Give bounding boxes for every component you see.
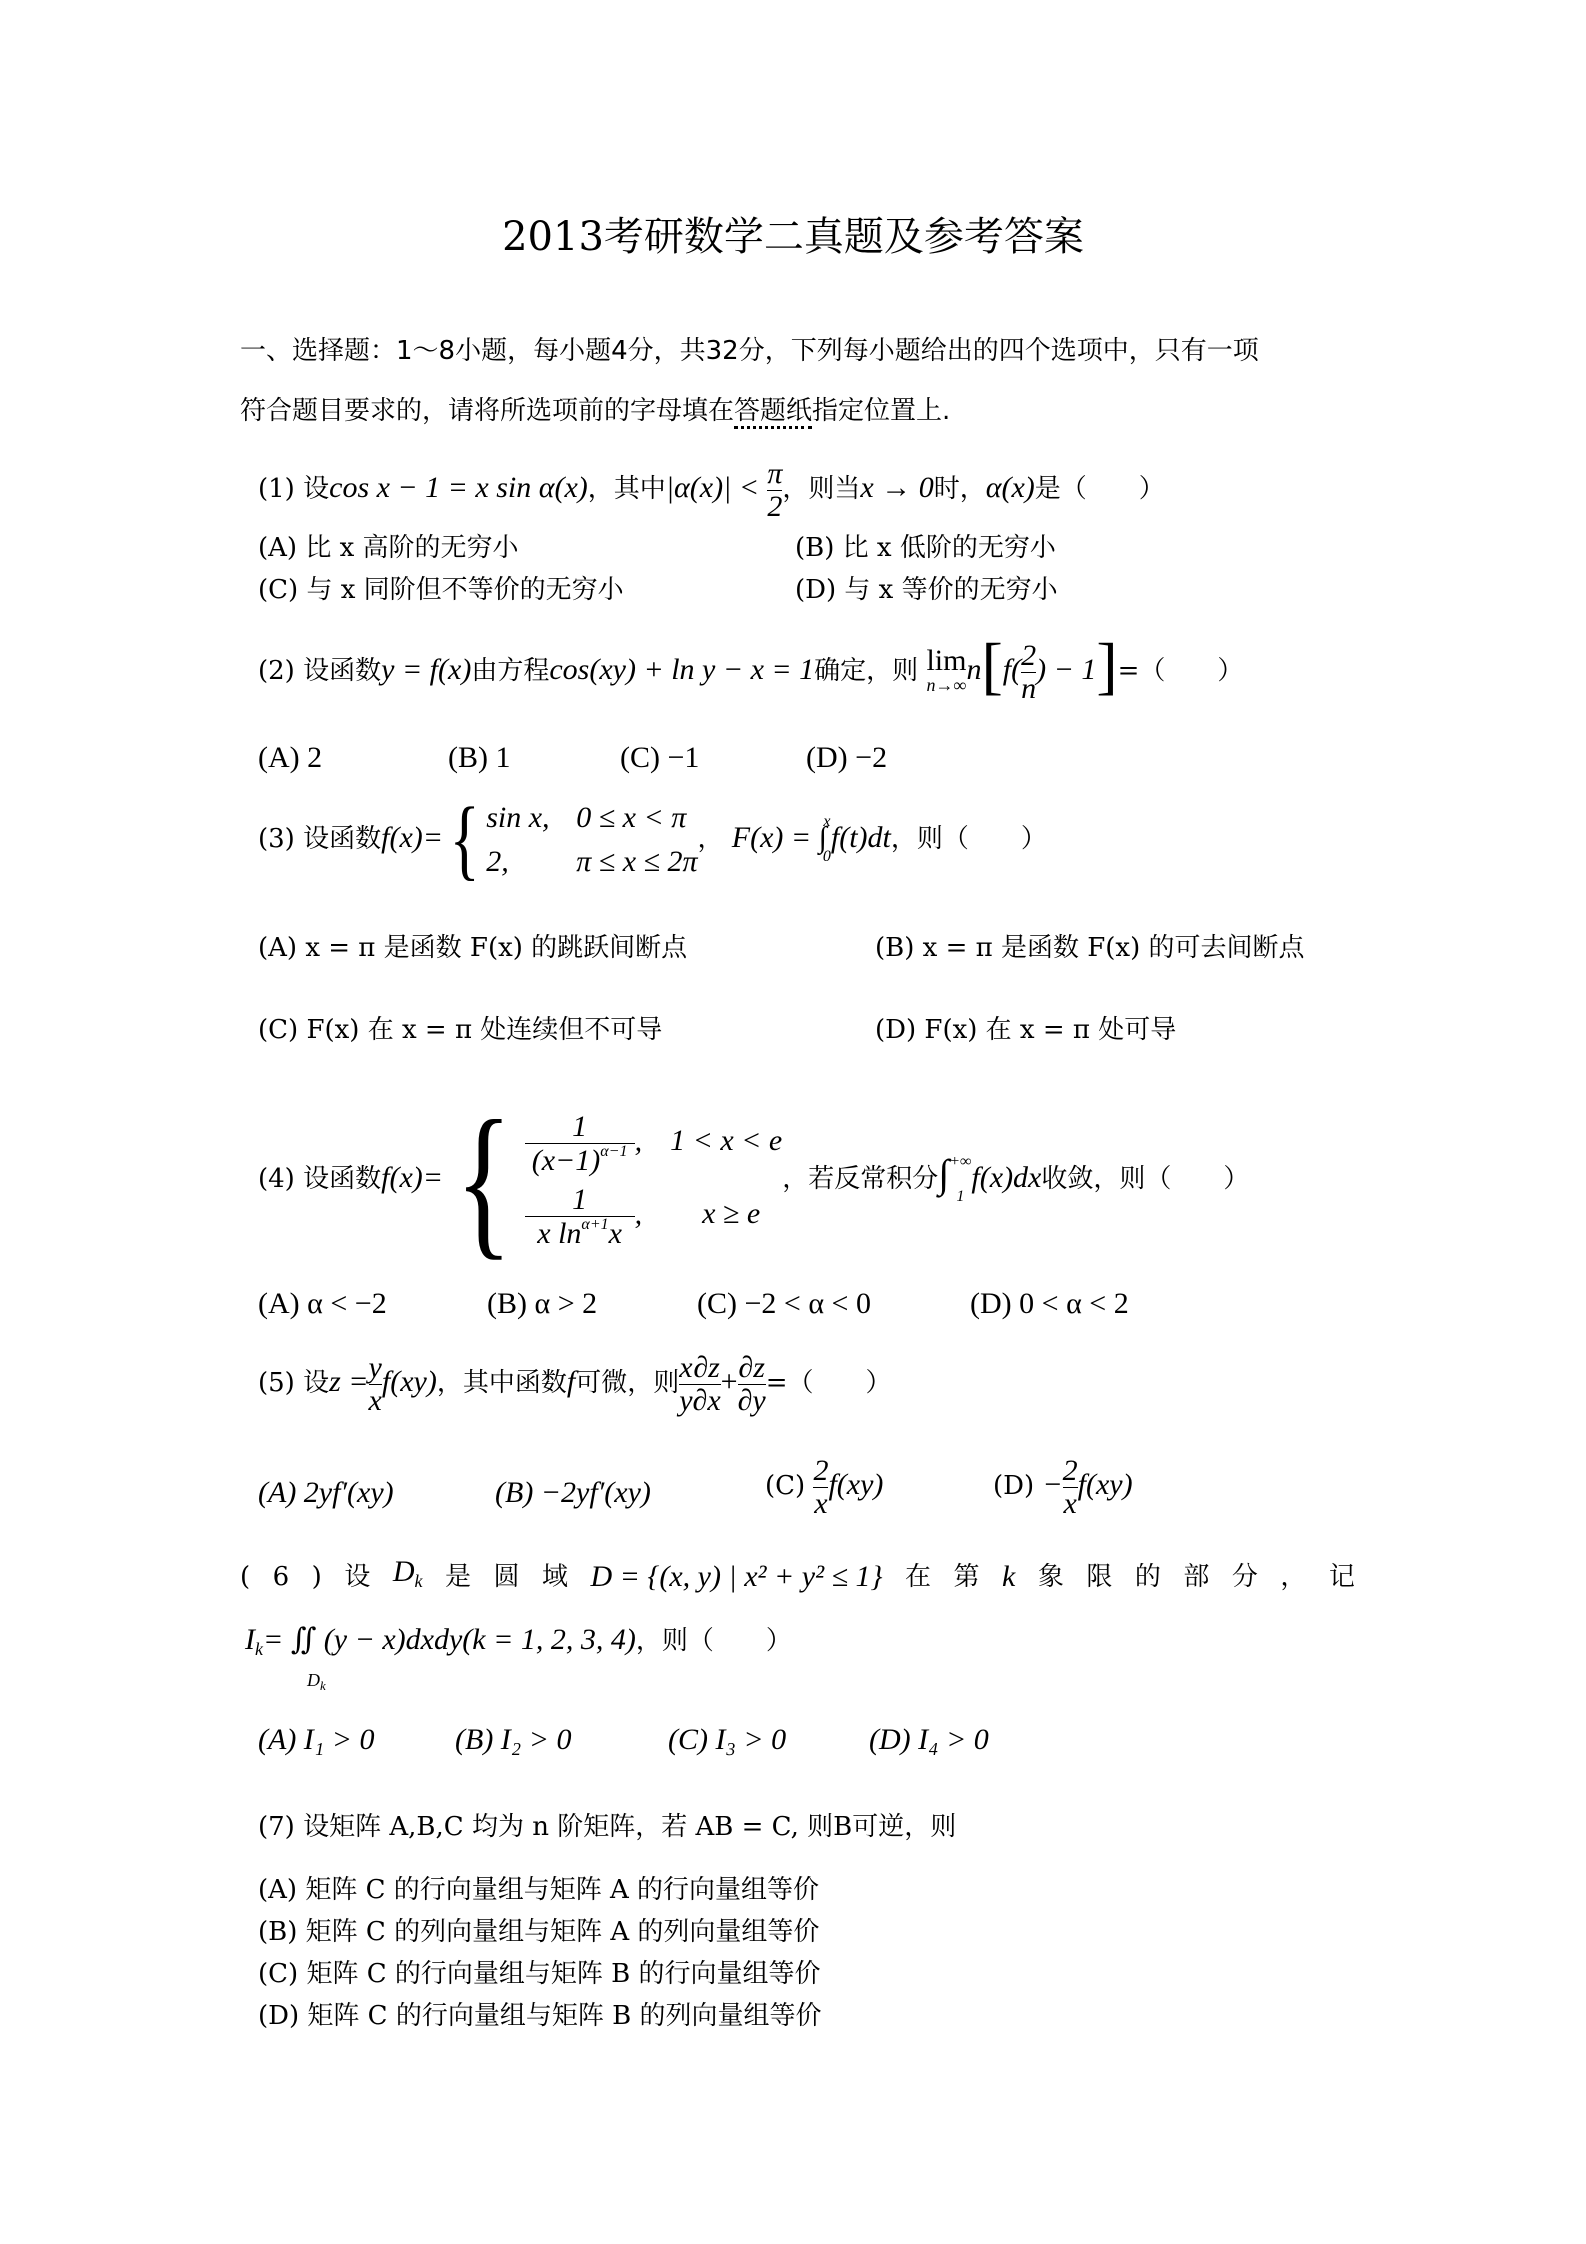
q2-close: ) − 1 [1036, 653, 1097, 686]
section-text-end: 指定位置上. [812, 396, 951, 426]
question-3 [258, 790, 1047, 889]
q6-token: 第 [953, 1561, 980, 1592]
question-number: (1) [258, 474, 295, 504]
q1-text: 设 [303, 474, 330, 504]
q1-option-c: (C) 与 x 同阶但不等价的无穷小 [258, 575, 624, 605]
I-k: I [245, 1623, 255, 1656]
q6-option-c: (C) I₃ > 0 [668, 1723, 787, 1756]
q1-text: 是（ ） [1034, 474, 1165, 504]
q3-cases: sin x, 0 ≤ x < π 2, π ≤ x ≤ 2π [486, 801, 698, 878]
q2-expr: cos(xy) + ln y − x = 1 [549, 653, 815, 686]
section-header-line2 [240, 390, 950, 427]
q2-lim: lim n→∞ [926, 643, 967, 695]
q5-option-d: (D) − $\frac{2}{x}$ f(xy) [993, 1454, 1133, 1520]
two-over-n: $\frac{2}{n}$ [1021, 639, 1037, 705]
q6-text: ，则（ ） [635, 1626, 792, 1656]
pi-over-2: $\frac{\pi}{2}$ [767, 457, 783, 523]
q6-token: k [1002, 1559, 1016, 1593]
piecewise-brace: { [449, 790, 480, 889]
piecewise-brace: { [455, 1086, 513, 1274]
q2-text: 由方程 [471, 656, 550, 686]
dz-over-dx: $\frac{\partial z}{\partial x}$ [692, 1351, 721, 1417]
q4-text: 设函数 [303, 1164, 382, 1194]
q4-integrand: f(x)dx [971, 1161, 1042, 1194]
q6-token: 在 [905, 1561, 932, 1592]
q1-text: ，则当 [782, 474, 861, 504]
question-5 [258, 1352, 892, 1416]
q3-text: ， [697, 824, 724, 854]
q2-n: n [966, 653, 982, 686]
q3-text: 设函数 [303, 824, 382, 854]
q1-option-d: (D) 与 x 等价的无穷小 [795, 575, 1058, 605]
question-4 [258, 1086, 1250, 1274]
plus-sign: + [720, 1365, 738, 1398]
question-2 [258, 630, 1244, 705]
q5-f: f [566, 1365, 576, 1398]
q7-stem: 设矩阵 A,B,C 均为 n 阶矩阵，若 AB = C, 则B可逆，则 [303, 1812, 957, 1842]
q4-option-b: (B) α > 2 [487, 1287, 598, 1320]
q7-option-c: (C) 矩阵 C 的行向量组与矩阵 B 的行向量组等价 [258, 1959, 821, 1989]
q6-token: 象 [1037, 1561, 1064, 1592]
q1-option-b: (B) 比 x 低阶的无穷小 [795, 533, 1056, 563]
q2-option-c: (C) −1 [620, 741, 700, 774]
q1-abs: |α(x)| < [665, 471, 760, 504]
q6-option-d: (D) I₄ > 0 [869, 1723, 989, 1756]
q6-token: 是 [444, 1561, 471, 1592]
q5-text: 可微，则 [575, 1368, 680, 1398]
q2-option-b: (B) 1 [448, 741, 511, 774]
question-7 [258, 1807, 956, 1847]
question-6-line1 [240, 1552, 1355, 1601]
question-number: (7) [258, 1812, 295, 1842]
q6-token: $D_k$ [392, 1555, 423, 1591]
q6-token: 记 [1328, 1561, 1355, 1592]
Dk-label: $D_k$ [307, 1670, 326, 1693]
q6-token: 分 [1231, 1561, 1258, 1592]
q3-option-b: (B) x = π 是函数 F(x) 的可去间断点 [875, 933, 1305, 963]
q3-option-c: (C) F(x) 在 x = π 处连续但不可导 [258, 1015, 663, 1045]
q5-text: =（ ） [765, 1368, 892, 1398]
answer-sheet-emphasis: 答题纸 [734, 396, 812, 429]
q6-integral: = ∬ (y − x)dxdy(k = 1, 2, 3, 4) [263, 1623, 636, 1656]
q6-token: 的 [1134, 1561, 1161, 1592]
q7-option-a: (A) 矩阵 C 的行向量组与矩阵 A 的行向量组等价 [258, 1875, 820, 1905]
q2-f: f( [1002, 653, 1022, 686]
q3-option-d: (D) F(x) 在 x = π 处可导 [875, 1015, 1177, 1045]
q5-fxy: f(xy) [381, 1365, 437, 1398]
q1-expression: cos x − 1 = x sin α(x) [329, 471, 588, 504]
question-number: (3) [258, 824, 295, 854]
q6-token: 域 [541, 1561, 568, 1592]
q6-token: 限 [1086, 1561, 1113, 1592]
q5-option-c: (C) $\frac{2}{x}$ f(xy) [765, 1454, 884, 1520]
q5-text: ，其中函数 [436, 1368, 567, 1398]
q5-option-b: (B) −2yf′(xy) [495, 1476, 651, 1509]
q7-option-d: (D) 矩阵 C 的行向量组与矩阵 B 的列向量组等价 [258, 2001, 822, 2031]
question-1 [258, 458, 1165, 522]
left-bracket: [ [981, 630, 1003, 701]
q6-token: ( [240, 1561, 251, 1592]
q2-text: =（ ） [1117, 656, 1244, 686]
q4-text: 收敛，则（ ） [1041, 1164, 1250, 1194]
q2-text: 确定，则 [814, 656, 919, 686]
q6-token: 部 [1183, 1561, 1210, 1592]
question-6-line2 [245, 1620, 792, 1693]
q2-option-d: (D) −2 [806, 741, 888, 774]
q5-z: z = [329, 1365, 369, 1398]
page-title: 2013考研数学二真题及参考答案 [502, 214, 1084, 260]
question-number: (2) [258, 656, 295, 686]
q5-text: 设 [303, 1368, 330, 1398]
q6-token: D = {(x, y) | x² + y² ≤ 1} [590, 1559, 883, 1593]
q3-option-a: (A) x = π 是函数 F(x) 的跳跃间断点 [258, 933, 688, 963]
q4-cases: $\frac{1}{(x-1)^{\alpha-1}}$ , 1 < x < e $\frac{1}{x \ln^{\alpha+1}x}$ , x ≥ e [525, 1111, 783, 1249]
k-subscript: k [414, 1571, 423, 1591]
q1-option-a: (A) 比 x 高阶的无穷小 [258, 533, 519, 563]
q6-token: ， [1280, 1561, 1307, 1592]
x-over-y: $\frac{x}{y}$ [679, 1351, 693, 1417]
question-number: (4) [258, 1164, 295, 1194]
right-bracket: ] [1096, 630, 1118, 701]
q6-token: 6 [272, 1561, 290, 1592]
q1-limit: x → 0 [860, 471, 934, 504]
q1-text: ，其中 [587, 474, 666, 504]
q5-option-a: (A) 2yf′(xy) [258, 1476, 394, 1509]
q3-text: ，则（ ） [890, 824, 1047, 854]
q4-limits: +∞ 1 [949, 1153, 972, 1205]
q1-alpha: α(x) [985, 471, 1035, 504]
q4-option-d: (D) 0 < α < 2 [970, 1287, 1129, 1320]
q6-token: 圆 [493, 1561, 520, 1592]
q2-option-a: (A) 2 [258, 741, 323, 774]
q3-fx: f(x)= [381, 821, 443, 854]
q1-text: 时， [933, 474, 986, 504]
q6-token: ) [311, 1561, 322, 1592]
y-over-x: $\frac{y}{x}$ [368, 1351, 382, 1417]
q2-text: 设函数 [303, 656, 382, 686]
question-number: (5) [258, 1368, 295, 1398]
q4-option-a: (A) α < −2 [258, 1287, 387, 1320]
q4-option-c: (C) −2 < α < 0 [697, 1287, 871, 1320]
q6-token: 设 [344, 1561, 371, 1592]
q3-integrand: f(t)dt [830, 821, 891, 854]
q6-option-a: (A) I₁ > 0 [258, 1723, 375, 1756]
q6-option-b: (B) I₂ > 0 [455, 1723, 572, 1756]
q3-limits: x 0 [822, 813, 831, 865]
q4-text: ，若反常积分 [782, 1164, 939, 1194]
q4-fx: f(x)= [381, 1161, 443, 1194]
k-subscript: k [255, 1639, 263, 1659]
q2-expr: y = f(x) [381, 653, 472, 686]
q7-option-b: (B) 矩阵 C 的列向量组与矩阵 A 的列向量组等价 [258, 1917, 820, 1947]
dz-over-dy: $\frac{\partial z}{\partial y}$ [737, 1351, 766, 1417]
q3-Fx: F(x) = ∫ [731, 821, 827, 854]
section-text: 符合题目要求的，请将所选项前的字母填在 [240, 396, 735, 426]
section-header-line1: 一、选择题：1～8小题，每小题4分，共32分，下列每小题给出的四个选项中，只有一项 [240, 336, 1259, 366]
integral-sign: ∫ [938, 1151, 950, 1196]
